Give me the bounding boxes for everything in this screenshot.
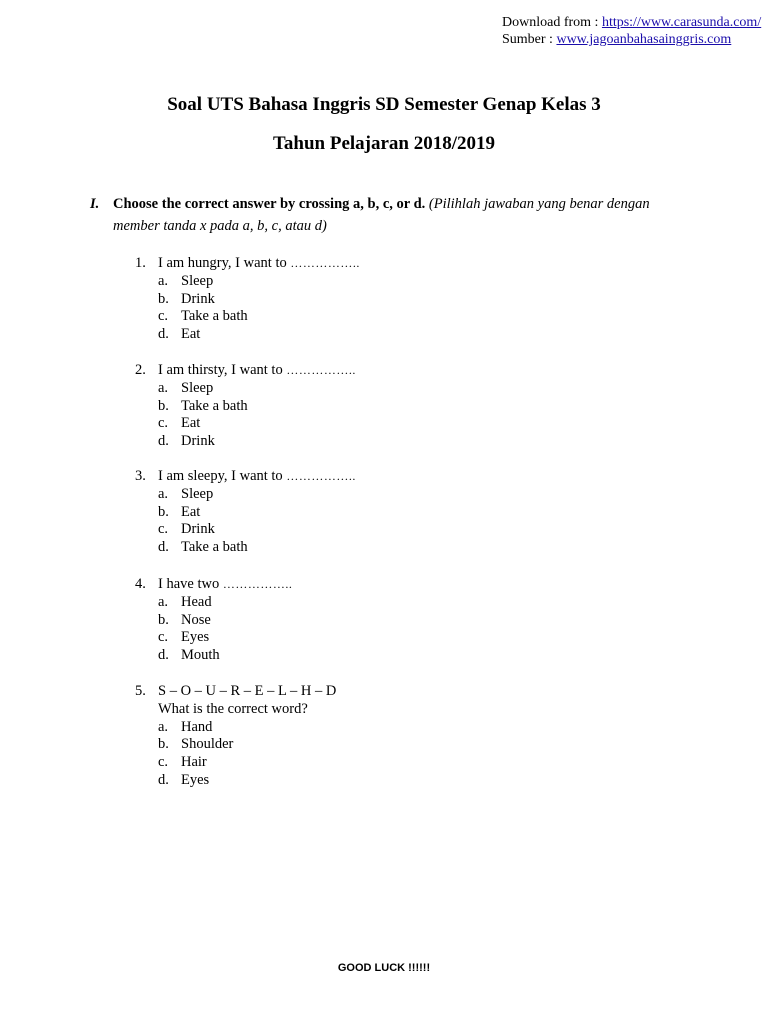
option-letter: a. bbox=[158, 272, 169, 289]
option-letter: b. bbox=[158, 290, 169, 307]
option-text: Eat bbox=[181, 326, 201, 343]
question-5 bbox=[135, 683, 336, 790]
option-letter: d. bbox=[158, 433, 169, 450]
option-letter: d. bbox=[158, 326, 169, 343]
option-letter: c. bbox=[158, 521, 169, 538]
section-number: I. bbox=[90, 196, 100, 212]
option-text: Head bbox=[181, 593, 212, 610]
answer-blank: …………….. bbox=[286, 363, 356, 377]
option-a[interactable] bbox=[158, 273, 360, 291]
option-d[interactable] bbox=[158, 433, 356, 451]
option-letter: c. bbox=[158, 754, 169, 771]
option-letter: b. bbox=[158, 736, 169, 753]
question-text: S – O – U – R – E – L – H – D bbox=[158, 683, 337, 699]
option-letter: a. bbox=[158, 593, 169, 610]
option-c[interactable] bbox=[158, 415, 356, 433]
option-d[interactable] bbox=[158, 647, 292, 665]
section-instruction bbox=[90, 193, 690, 237]
question-4 bbox=[135, 576, 292, 665]
answer-blank: …………….. bbox=[286, 469, 356, 483]
page-title: Soal UTS Bahasa Inggris SD Semester Genap Kelas 3 bbox=[167, 94, 601, 115]
download-source bbox=[502, 14, 761, 31]
option-text: Take a bath bbox=[181, 539, 248, 556]
option-b[interactable] bbox=[158, 504, 356, 522]
option-letter: c. bbox=[158, 308, 169, 325]
option-text: Sleep bbox=[181, 272, 214, 289]
option-c[interactable] bbox=[158, 629, 292, 647]
option-a[interactable] bbox=[158, 719, 336, 737]
answer-blank: …………….. bbox=[290, 256, 360, 270]
sumber-source bbox=[502, 31, 731, 48]
option-text: Drink bbox=[181, 290, 215, 307]
option-letter: d. bbox=[158, 771, 169, 788]
option-c[interactable] bbox=[158, 754, 336, 772]
option-a[interactable] bbox=[158, 594, 292, 612]
question-number: 4. bbox=[135, 576, 146, 592]
option-b[interactable] bbox=[158, 736, 336, 754]
option-letter: b. bbox=[158, 397, 169, 414]
question-2 bbox=[135, 362, 356, 451]
option-text: Take a bath bbox=[181, 397, 248, 414]
option-d[interactable] bbox=[158, 326, 360, 344]
question-text: I am thirsty, I want to bbox=[158, 362, 287, 378]
good-luck-footer: GOOD LUCK !!!!!! bbox=[337, 962, 431, 974]
option-text: Eat bbox=[181, 415, 201, 432]
option-letter: a. bbox=[158, 718, 169, 735]
download-label: Download from : bbox=[502, 15, 602, 30]
option-letter: c. bbox=[158, 415, 169, 432]
option-text: Shoulder bbox=[181, 736, 234, 753]
question-number: 5. bbox=[135, 683, 146, 699]
option-c[interactable] bbox=[158, 308, 360, 326]
option-letter: b. bbox=[158, 503, 169, 520]
instruction-bold: Choose the correct answer by crossing a, b, c, or d. bbox=[113, 196, 426, 212]
option-text: Drink bbox=[181, 433, 215, 450]
option-text: Nose bbox=[181, 611, 211, 628]
option-text: Sleep bbox=[181, 485, 214, 502]
question-text: I am sleepy, I want to bbox=[158, 468, 287, 484]
question-number: 3. bbox=[135, 468, 146, 484]
question-1 bbox=[135, 255, 360, 344]
option-letter: a. bbox=[158, 485, 169, 502]
option-text: Hair bbox=[181, 754, 207, 771]
option-text: Drink bbox=[181, 521, 215, 538]
option-text: Sleep bbox=[181, 379, 214, 396]
option-b[interactable] bbox=[158, 612, 292, 630]
option-a[interactable] bbox=[158, 380, 356, 398]
sumber-link[interactable]: www.jagoanbahasainggris.com bbox=[556, 32, 732, 47]
option-text: Eyes bbox=[181, 771, 210, 788]
page-subtitle: Tahun Pelajaran 2018/2019 bbox=[272, 133, 496, 154]
option-letter: d. bbox=[158, 647, 169, 664]
download-link[interactable]: https://www.carasunda.com/ bbox=[601, 15, 762, 30]
answer-blank: …………….. bbox=[222, 577, 293, 591]
option-text: Eat bbox=[181, 503, 201, 520]
option-text: Hand bbox=[181, 718, 213, 735]
option-d[interactable] bbox=[158, 772, 336, 790]
option-letter: b. bbox=[158, 611, 169, 628]
question-text: I have two bbox=[158, 576, 223, 592]
option-letter: d. bbox=[158, 539, 169, 556]
option-text: Take a bath bbox=[181, 308, 248, 325]
instruction-italic: (Pilihlah jawaban yang benar dengan member tanda x pada a, b, c, atau d) bbox=[113, 196, 650, 234]
option-b[interactable] bbox=[158, 398, 356, 416]
question-text: I am hungry, I want to bbox=[158, 255, 291, 271]
question-number: 2. bbox=[135, 362, 146, 378]
question-number: 1. bbox=[135, 255, 146, 271]
question-subtext: What is the correct word? bbox=[158, 700, 308, 717]
question-3 bbox=[135, 468, 356, 557]
option-text: Mouth bbox=[181, 647, 220, 664]
option-b[interactable] bbox=[158, 291, 360, 309]
option-text: Eyes bbox=[181, 629, 210, 646]
option-letter: a. bbox=[158, 379, 169, 396]
option-c[interactable] bbox=[158, 521, 356, 539]
option-a[interactable] bbox=[158, 486, 356, 504]
sumber-label: Sumber : bbox=[502, 32, 557, 47]
option-d[interactable] bbox=[158, 539, 356, 557]
option-letter: c. bbox=[158, 629, 169, 646]
